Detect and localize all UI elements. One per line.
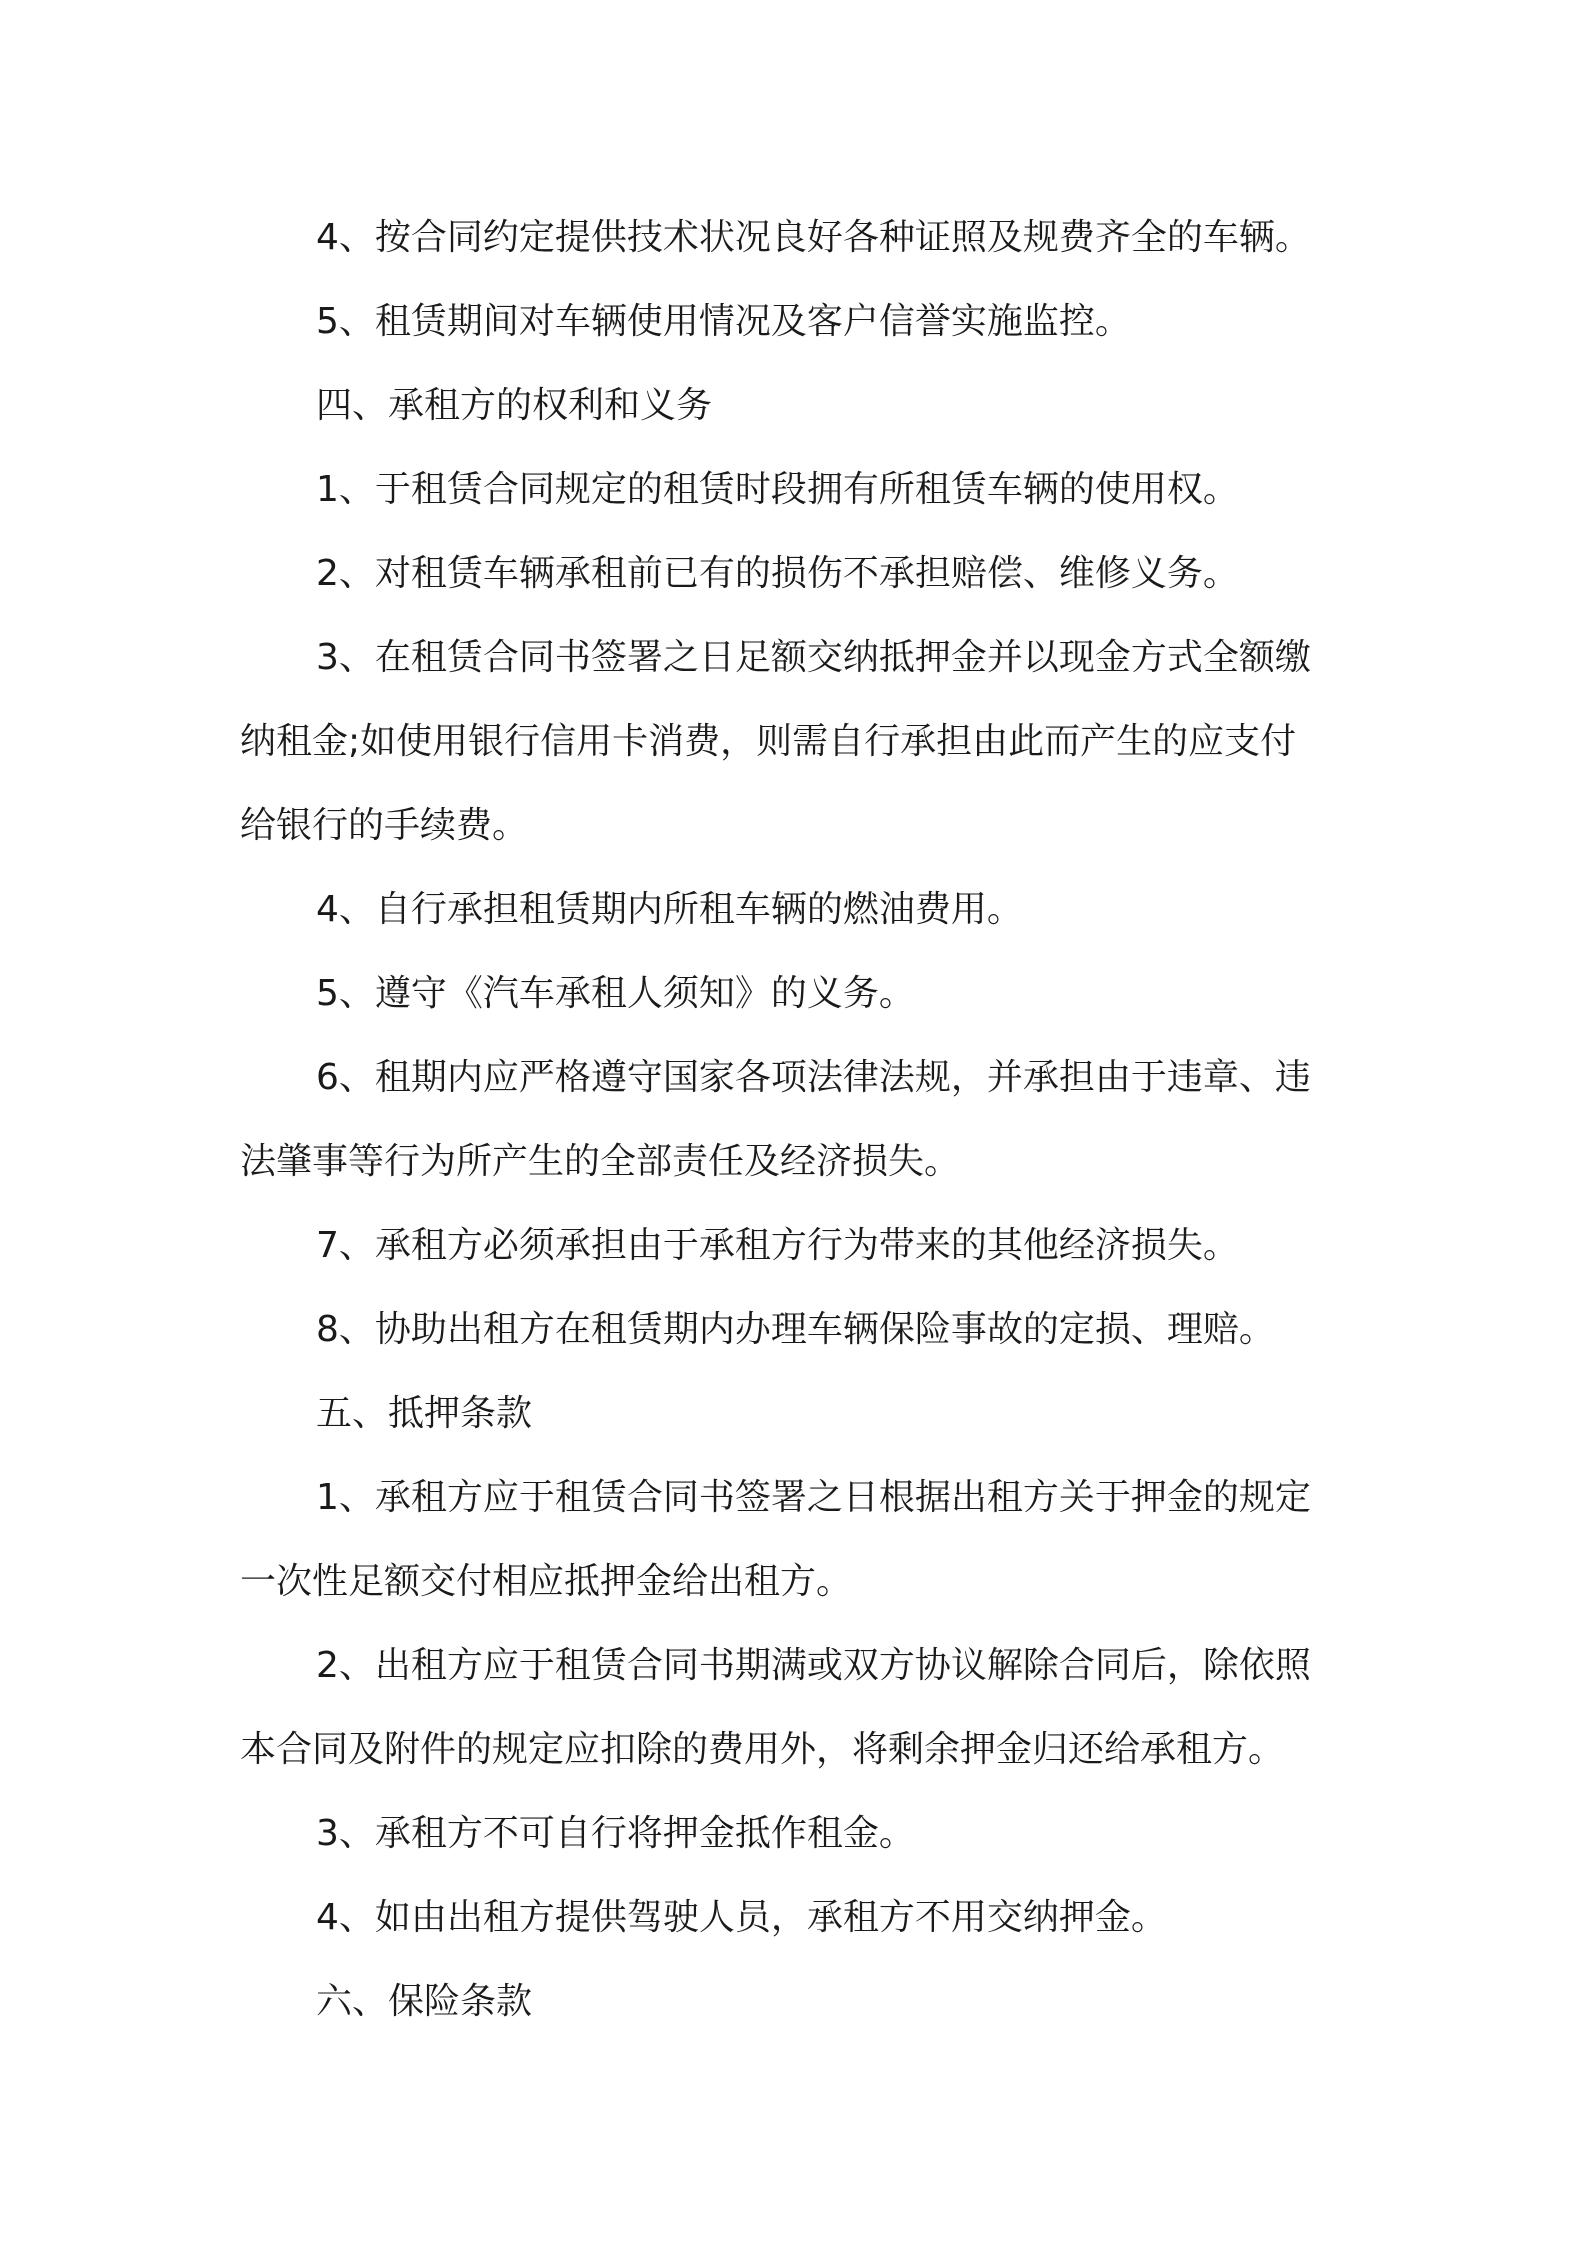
paragraph xyxy=(240,1288,1360,1372)
text-line: 法肇事等行为所产生的全部责任及经济损失。 xyxy=(240,1141,961,1182)
paragraph xyxy=(240,1204,1360,1288)
paragraph xyxy=(240,448,1360,532)
paragraph xyxy=(240,1456,1360,1624)
text-line: 3、承租方不可自行将押金抵作租金。 xyxy=(316,1813,915,1854)
text-line: 3、在租赁合同书签署之日足额交纳抵押金并以现金方式全额缴 xyxy=(316,637,1311,678)
paragraph xyxy=(240,532,1360,616)
paragraph xyxy=(240,280,1360,364)
paragraph xyxy=(240,616,1360,868)
paragraph xyxy=(240,1624,1360,1792)
paragraph xyxy=(240,196,1360,280)
text-line: 5、租赁期间对车辆使用情况及客户信誉实施监控。 xyxy=(316,301,1131,342)
paragraph xyxy=(240,1036,1360,1204)
text-line: 2、对租赁车辆承租前已有的损伤不承担赔偿、维修义务。 xyxy=(316,553,1239,594)
paragraph xyxy=(240,868,1360,952)
text-line: 6、租期内应严格遵守国家各项法律法规，并承担由于违章、违 xyxy=(316,1057,1311,1098)
text-line: 4、如由出租方提供驾驶人员，承租方不用交纳押金。 xyxy=(316,1897,1167,1938)
text-line: 8、协助出租方在租赁期内办理车辆保险事故的定损、理赔。 xyxy=(316,1309,1275,1350)
text-line: 7、承租方必须承担由于承租方行为带来的其他经济损失。 xyxy=(316,1225,1239,1266)
paragraph xyxy=(240,952,1360,1036)
text-line: 1、承租方应于租赁合同书签署之日根据出租方关于押金的规定 xyxy=(316,1477,1311,1518)
text-line: 纳租金;如使用银行信用卡消费，则需自行承担由此而产生的应支付 xyxy=(240,721,1297,762)
document-body xyxy=(240,196,1360,2044)
text-line: 一次性足额交付相应抵押金给出租方。 xyxy=(240,1561,853,1602)
text-line: 五、抵押条款 xyxy=(316,1393,533,1434)
text-line: 5、遵守《汽车承租人须知》的义务。 xyxy=(316,973,915,1014)
paragraph xyxy=(240,1876,1360,1960)
text-line: 六、保险条款 xyxy=(316,1981,533,2022)
text-line: 本合同及附件的规定应扣除的费用外，将剩余押金归还给承租方。 xyxy=(240,1729,1285,1770)
text-line: 4、按合同约定提供技术状况良好各种证照及规费齐全的车辆。 xyxy=(316,217,1311,258)
section-heading xyxy=(240,364,1360,448)
text-line: 2、出租方应于租赁合同书期满或双方协议解除合同后，除依照 xyxy=(316,1645,1311,1686)
text-line: 1、于租赁合同规定的租赁时段拥有所租赁车辆的使用权。 xyxy=(316,469,1239,510)
paragraph xyxy=(240,1792,1360,1876)
text-line: 给银行的手续费。 xyxy=(240,805,529,846)
text-line: 四、承租方的权利和义务 xyxy=(316,385,713,426)
section-heading xyxy=(240,1960,1360,2044)
section-heading xyxy=(240,1372,1360,1456)
text-line: 4、自行承担租赁期内所租车辆的燃油费用。 xyxy=(316,889,1023,930)
